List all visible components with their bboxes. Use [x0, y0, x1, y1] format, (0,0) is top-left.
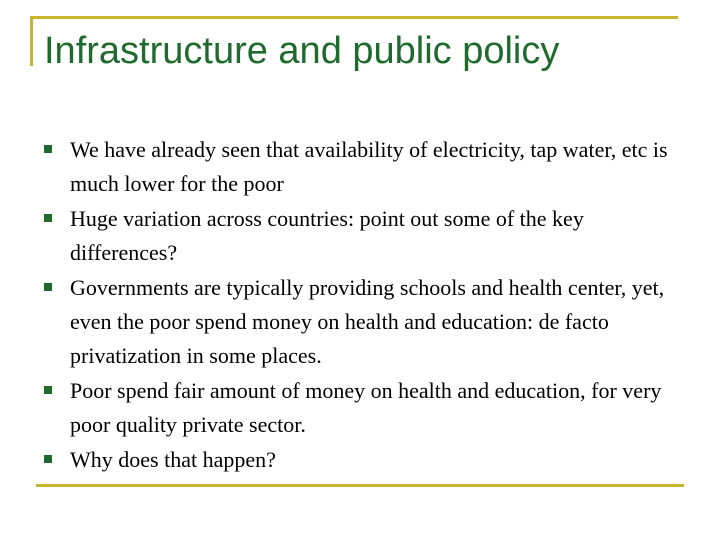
bullet-text: Governments are typically providing schools and health center, yet, even the poor spend money on health and education: de facto privatization in some places.	[70, 274, 665, 369]
square-bullet-icon	[44, 145, 52, 153]
square-bullet-icon	[44, 214, 52, 222]
bullet-text: Why does that happen?	[70, 446, 276, 472]
left-rule	[30, 16, 33, 66]
square-bullet-icon	[44, 455, 52, 463]
bullet-item	[44, 271, 694, 374]
bottom-rule	[36, 484, 684, 487]
bullet-item	[44, 443, 694, 477]
square-bullet-icon	[44, 386, 52, 394]
bullet-item	[44, 202, 694, 271]
top-rule	[30, 16, 678, 19]
bullet-text: We have already seen that availability of electricity, tap water, etc is much lower for the poor	[70, 137, 668, 197]
bullet-text: Poor spend fair amount of money on health and education, for very poor quality private sector.	[70, 377, 662, 438]
slide-title: Infrastructure and public policy	[44, 30, 560, 72]
bullet-item	[44, 133, 694, 202]
bullet-item	[44, 374, 694, 443]
bullet-text: Huge variation across countries: point out some of the key differences?	[70, 205, 584, 266]
bullet-list	[44, 133, 694, 477]
square-bullet-icon	[44, 283, 52, 291]
